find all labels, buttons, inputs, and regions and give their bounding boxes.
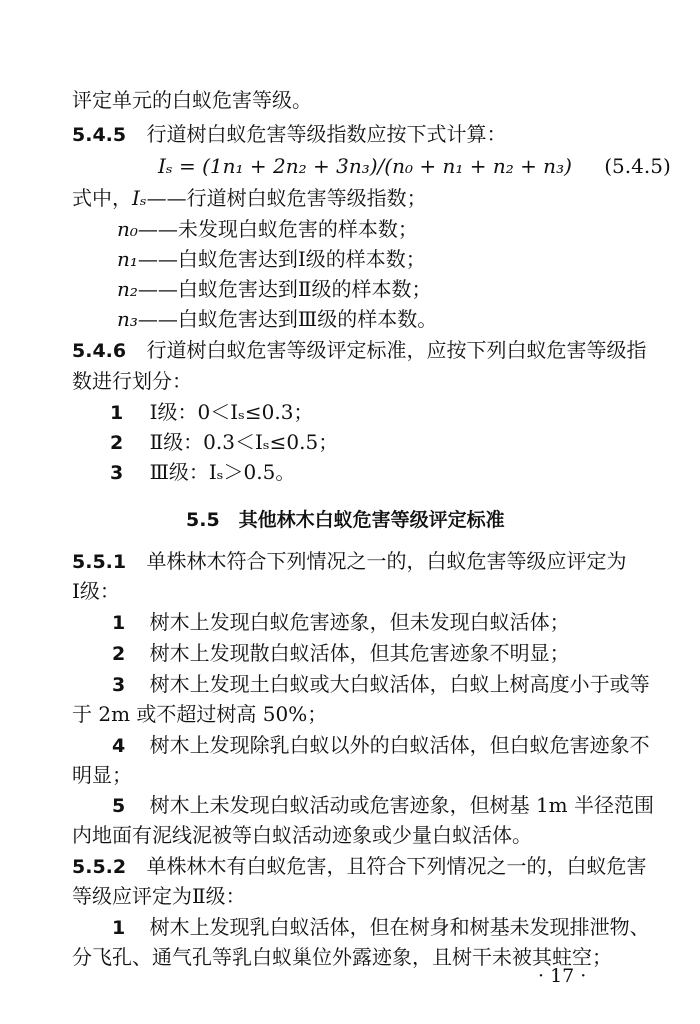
- item-text: Ⅲ级：Iₛ＞0.5。: [149, 460, 296, 484]
- item-number: 4: [112, 735, 126, 757]
- paragraph-line: [72, 821, 700, 849]
- list-item: [110, 428, 700, 457]
- clause-5-5-2: [72, 852, 700, 881]
- item-number: 1: [112, 917, 126, 939]
- item-number: 3: [112, 674, 126, 696]
- text-line: 于 2m 或不超过树高 50%；: [72, 702, 328, 726]
- clause-number: 5.4.6: [72, 340, 127, 362]
- item-text: Ⅱ级：0.3＜Iₛ≤0.5；: [149, 430, 339, 454]
- item-number: 3: [110, 462, 124, 484]
- list-item: [112, 791, 700, 820]
- section-heading: [186, 505, 700, 534]
- definition: ——白蚁危害达到Ⅰ级的样本数；: [137, 247, 426, 271]
- paragraph-line: [72, 761, 700, 789]
- item-text: 树木上发现土白蚁或大白蚁活体，白蚁上树高度小于或等: [149, 672, 650, 696]
- paragraph-line: [72, 882, 700, 910]
- paragraph-line: [72, 367, 700, 395]
- paragraph-line: [72, 577, 700, 605]
- text-line: 分飞孔、通气孔等乳白蚁巢位外露迹象，且树干未被其蛀空；: [72, 945, 612, 969]
- definition: ——白蚁危害达到Ⅱ级的样本数；: [137, 277, 432, 301]
- definition-line: [117, 215, 700, 243]
- text-line: Ⅰ级：: [72, 579, 120, 603]
- paragraph-line: [72, 700, 700, 728]
- item-text: 树木上发现除乳白蚁以外的白蚁活体，但白蚁危害迹象不: [149, 733, 650, 757]
- text-line: 评定单元的白蚁危害等级。: [72, 88, 312, 112]
- clause-text: 行道树白蚁危害等级评定标准，应按下列白蚁危害等级指: [146, 338, 647, 362]
- symbol: n₀: [117, 217, 138, 241]
- definition-line: [117, 275, 700, 303]
- paragraph-line: [72, 943, 700, 971]
- paragraph-line: [72, 86, 700, 114]
- formula: Iₛ = (1n₁ + 2n₂ + 3n₃)/(n₀ + n₁ + n₂ + n₃): [158, 154, 572, 178]
- clause-text: 单株林木有白蚁危害，且符合下列情况之一的，白蚁危害: [146, 854, 647, 878]
- definition: ——行道树白蚁危害等级指数；: [146, 186, 427, 210]
- clause-number: 5.5.2: [72, 856, 127, 878]
- symbol: n₂: [117, 277, 138, 301]
- clause-text: 行道树白蚁危害等级指数应按下式计算：: [146, 122, 507, 146]
- where-prefix: 式中，: [72, 186, 132, 210]
- item-text: 树木上未发现白蚁活动或危害迹象，但树基 1m 半径范围: [149, 793, 654, 817]
- item-text: 树木上发现散白蚁活体，但其危害迹象不明显；: [149, 641, 570, 665]
- definition-line: [117, 245, 700, 273]
- heading-text: 5.5 其他林木白蚁危害等级评定标准: [186, 509, 505, 531]
- list-item: [112, 608, 700, 637]
- where-line: [72, 184, 700, 212]
- item-text: Ⅰ级：0＜Iₛ≤0.3；: [149, 400, 314, 424]
- definition: ——白蚁危害达到Ⅲ级的样本数。: [137, 307, 438, 331]
- item-number: 1: [112, 612, 126, 634]
- list-item: [112, 670, 700, 699]
- symbol: n₃: [117, 307, 138, 331]
- definition-line: [117, 305, 700, 333]
- list-item: [112, 731, 700, 760]
- text-line: 数进行划分：: [72, 369, 192, 393]
- list-item: [112, 913, 700, 942]
- list-item: [110, 398, 700, 427]
- symbol: n₁: [117, 247, 138, 271]
- text-line: 内地面有泥线泥被等白蚁活动迹象或少量白蚁活体。: [72, 823, 532, 847]
- list-item: [112, 639, 700, 668]
- definition: ——未发现白蚁危害的样本数；: [137, 217, 418, 241]
- clause-5-4-5: [72, 120, 700, 149]
- page-number: · 17 ·: [538, 965, 587, 987]
- item-number: 1: [110, 402, 124, 424]
- item-number: 2: [110, 432, 124, 454]
- text-line: 明显；: [72, 763, 132, 787]
- list-item: [110, 458, 700, 487]
- item-text: 树木上发现白蚁危害迹象，但未发现白蚁活体；: [149, 610, 570, 634]
- clause-number: 5.5.1: [72, 551, 127, 573]
- formula-line: [158, 152, 700, 180]
- text-line: 等级应评定为Ⅱ级：: [72, 884, 246, 908]
- clause-number: 5.4.5: [72, 124, 127, 146]
- item-number: 2: [112, 643, 126, 665]
- clause-5-4-6: [72, 336, 700, 365]
- item-text: 树木上发现乳白蚁活体，但在树身和树基未发现排泄物、: [149, 915, 650, 939]
- clause-5-5-1: [72, 547, 700, 576]
- clause-text: 单株林木符合下列情况之一的，白蚁危害等级应评定为: [146, 549, 627, 573]
- symbol: Iₛ: [132, 186, 147, 210]
- item-number: 5: [112, 795, 126, 817]
- formula-number: (5.4.5): [604, 154, 671, 178]
